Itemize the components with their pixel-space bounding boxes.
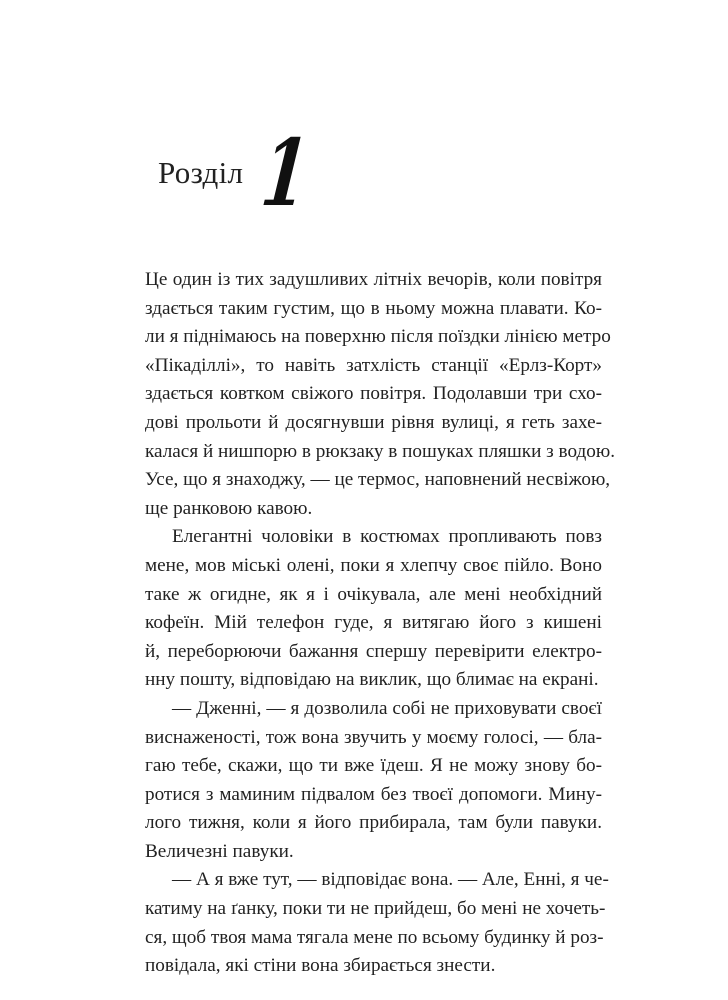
text-line: кофеїн. Мій телефон гуде, я витягаю його з кишені [145, 612, 602, 634]
text-line: ся, щоб твоя мама тягала мене по всьому будинку й роз- [145, 926, 604, 948]
text-line: здається таким густим, що в ньому можна плавати. Ко- [145, 297, 602, 319]
body-text [145, 266, 615, 981]
chapter-word: Розділ [158, 155, 244, 190]
text-line: нну пошту, відповідаю на виклик, що блимає на екрані. [145, 669, 599, 691]
paragraph [145, 695, 602, 867]
text-line: катиму на ґанку, поки ти не прийдеш, бо мені не хочеть- [145, 898, 606, 920]
text-line: мене, мов міські олені, поки я хлепчу своє пійло. Воно [145, 554, 602, 576]
text-line: ротися з маминим підвалом без твоєї допомоги. Мину- [145, 783, 602, 805]
chapter-heading [158, 119, 317, 227]
text-line: здається ковтком свіжого повітря. Подолавши три схо- [145, 383, 602, 405]
text-line: таке ж огидне, як я і очікувала, але мені необхідний [145, 583, 602, 605]
text-line: Величезні павуки. [145, 840, 294, 862]
text-line: лого тижня, коли я його прибирала, там були павуки. [145, 812, 602, 834]
text-line: дові прольоти й досягнувши рівня вулиці, я геть захе- [145, 411, 602, 433]
text-line: гаю тебе, скажи, що ти вже їдеш. Я не можу знову бо- [145, 755, 602, 777]
text-line: виснаженості, тож вона звучить у моєму голосі, — бла- [145, 726, 602, 748]
text-line: ли я піднімаюсь на поверхню після поїздки лінією метро [145, 326, 611, 348]
paragraph [145, 866, 609, 980]
text-line: повідала, які стіни вона збирається знести. [145, 955, 496, 977]
text-line: — А я вже тут, — відповідає вона. — Але, Енні, я че- [172, 869, 609, 891]
text-line: Усе, що я знаходжу, — це термос, наповнений несвіжою, [145, 469, 611, 491]
text-line: калася й нишпорю в рюкзаку в пошуках пляшки з водою. [145, 440, 615, 462]
text-line: Це один із тих задушливих літніх вечорів, коли повітря [145, 269, 602, 290]
text-line: Елегантні чоловіки в костюмах пропливають повз [172, 526, 602, 548]
text-line: ще ранковою кавою. [145, 497, 313, 519]
text-line: — Дженні, — я дозволила собі не приховувати своєї [172, 697, 602, 719]
paragraph [145, 523, 602, 695]
text-line: й, переборюючи бажання спершу перевірити електро- [145, 640, 602, 662]
chapter-number: 1 [257, 119, 314, 227]
text-line: «Пікаділлі», то навіть затхлість станції «Ерлз-Корт» [145, 354, 602, 376]
paragraph [145, 266, 615, 523]
